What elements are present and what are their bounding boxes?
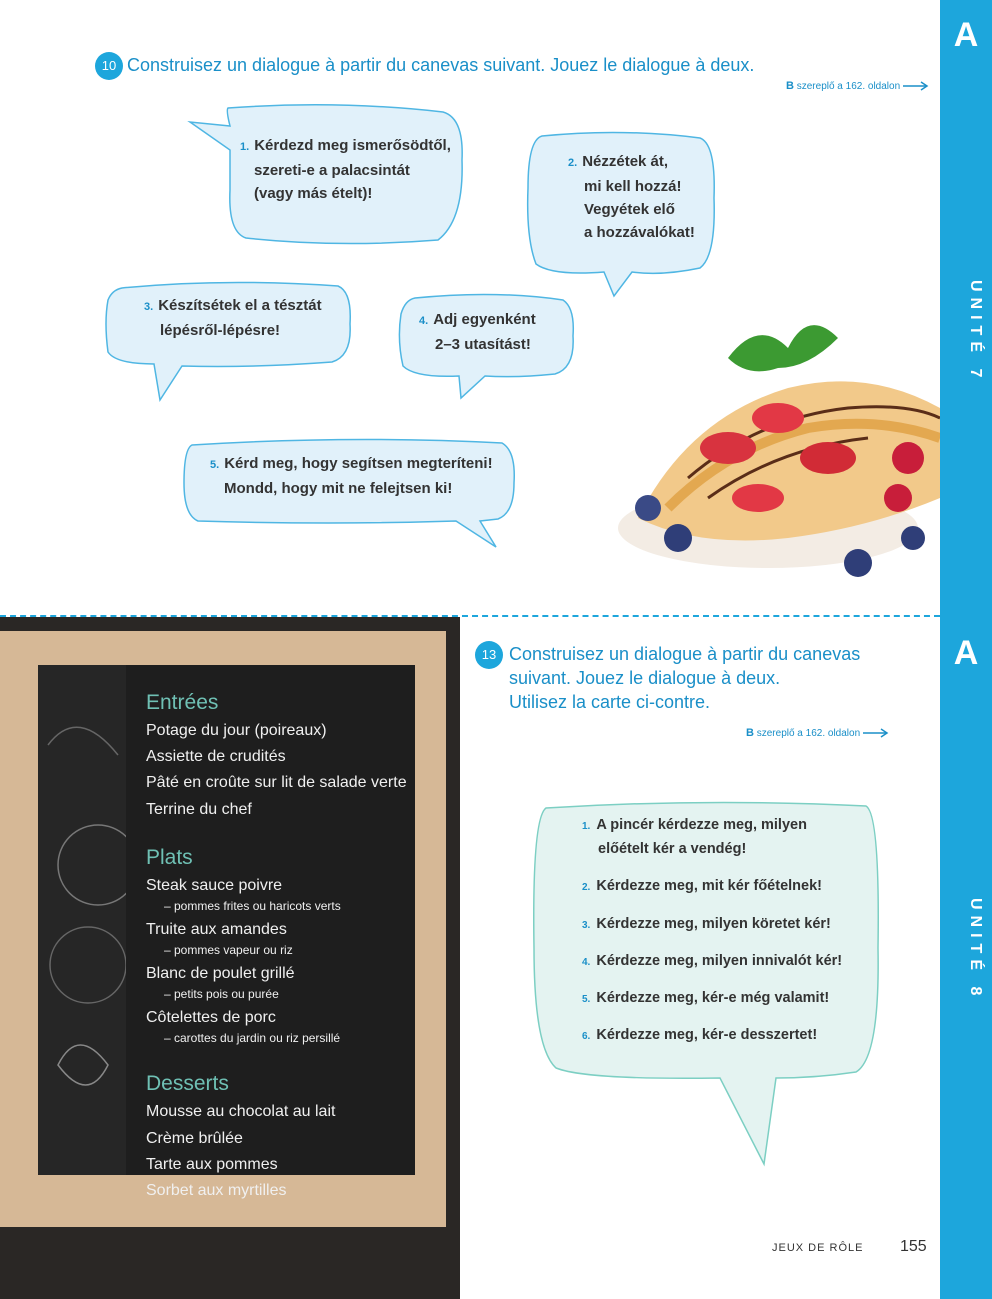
menu-item: Steak sauce poivre xyxy=(146,877,283,894)
speech-bubble-task-13 xyxy=(526,798,884,1168)
bubble-1-line-1: Kérdezd meg ismerősödtől, xyxy=(254,137,451,154)
bubble-3-number: 3. xyxy=(144,301,154,313)
item-6-number: 6. xyxy=(582,1031,591,1042)
bubble-3-line-1: Készítsétek el a tésztát xyxy=(158,297,322,314)
bubble-2-line-4: a hozzávalókat! xyxy=(584,224,695,241)
menu-item: Tarte aux pommes xyxy=(146,1156,278,1173)
bubble-5-number: 5. xyxy=(210,459,220,471)
menu-side-dish: – petits pois ou purée xyxy=(164,987,279,1001)
task-10-reference[interactable] xyxy=(786,80,929,92)
bubble-1-number: 1. xyxy=(240,141,250,153)
speech-bubble-3 xyxy=(102,272,352,402)
task-13-title-line-1: Construisez un dialogue à partir du canevas xyxy=(509,644,861,664)
sidebar-unit-8: UNITÉ 8 xyxy=(967,898,984,1002)
item-4-number: 4. xyxy=(582,957,591,968)
bubble-4-line-1: Adj egyenként xyxy=(433,311,536,328)
food-sketch-illustration xyxy=(38,665,126,1175)
ref-text: szereplő a 162. oldalon xyxy=(796,81,901,92)
sidebar-unit-7: UNITÉ 7 xyxy=(967,280,984,384)
ref-text: szereplő a 162. oldalon xyxy=(756,728,861,739)
menu-item: Potage du jour (poireaux) xyxy=(146,722,327,739)
menu-item: Blanc de poulet grillé xyxy=(146,965,295,982)
menu-item: Assiette de crudités xyxy=(146,748,286,765)
item-6-line-1: Kérdezze meg, kér-e desszertet! xyxy=(596,1027,818,1043)
bubble-2-line-2: mi kell hozzá! xyxy=(584,178,682,195)
menu-item: Pâté en croûte sur lit de salade verte xyxy=(146,774,407,791)
page-number: 155 xyxy=(900,1238,927,1255)
menu-item: Mousse au chocolat au lait xyxy=(146,1103,336,1120)
arrow-right-icon xyxy=(903,81,929,91)
menu-item: Côtelettes de porc xyxy=(146,1009,276,1026)
crepes-illustration xyxy=(608,298,940,608)
item-4-line-1: Kérdezze meg, milyen innivalót kér! xyxy=(596,953,843,969)
item-5-line-1: Kérdezze meg, kér-e még valamit! xyxy=(596,990,830,1006)
task-10-title: Construisez un dialogue à partir du canevas suivant. Jouez le dialogue à deux. xyxy=(127,55,755,75)
task-10-number: 10 xyxy=(95,52,123,80)
menu-item: Crème brûlée xyxy=(146,1130,243,1147)
speech-bubble-2 xyxy=(522,128,718,298)
ref-letter: B xyxy=(746,727,754,739)
menu-item: Truite aux amandes xyxy=(146,921,287,938)
bubble-2-line-3: Vegyétek elő xyxy=(584,201,675,218)
arrow-right-icon xyxy=(863,728,889,738)
bubble-3-line-2: lépésről-lépésre! xyxy=(160,322,281,339)
bubble-2-line-1: Nézzétek át, xyxy=(582,153,669,170)
bubble-4-line-2: 2–3 utasítást! xyxy=(435,336,531,353)
menu-item: Terrine du chef xyxy=(146,801,252,818)
bubble-2-number: 2. xyxy=(568,157,578,169)
item-1-number: 1. xyxy=(582,821,591,832)
item-1-line-1: A pincér kérdezze meg, milyen xyxy=(596,817,807,833)
menu-section-entrees: Entrées xyxy=(146,691,219,714)
bubble-1-line-2: szereti-e a palacsintát xyxy=(254,162,410,179)
task-13-title xyxy=(509,642,860,714)
bubble-4-number: 4. xyxy=(419,315,429,327)
menu-section-desserts: Desserts xyxy=(146,1072,229,1095)
crepes-photo xyxy=(608,298,940,608)
item-1-line-2: előételt kér a vendég! xyxy=(598,841,747,857)
unit-sidebar xyxy=(940,0,992,1299)
footer-section-label: JEUX DE RÔLE xyxy=(772,1242,864,1254)
chalkboard-menu-photo xyxy=(0,617,460,1299)
item-5-number: 5. xyxy=(582,994,591,1005)
sidebar-letter-a: A xyxy=(953,16,979,54)
speech-bubble-4 xyxy=(395,290,577,400)
menu-side-dish: – pommes frites ou haricots verts xyxy=(164,899,341,913)
item-2-number: 2. xyxy=(582,882,591,893)
item-3-line-1: Kérdezze meg, milyen köretet kér! xyxy=(596,916,831,932)
bubble-1-line-3: (vagy más ételt)! xyxy=(254,185,373,202)
menu-item: Sorbet aux myrtilles xyxy=(146,1182,287,1199)
bubble-5-line-2: Mondd, hogy mit ne felejtsen ki! xyxy=(224,480,453,497)
task-13-title-line-3: Utilisez la carte ci-contre. xyxy=(509,692,711,712)
task-13-title-line-2: suivant. Jouez le dialogue à deux. xyxy=(509,668,781,688)
ref-letter: B xyxy=(786,80,794,92)
menu-side-dish: – pommes vapeur ou riz xyxy=(164,943,293,957)
menu-side-dish: – carottes du jardin ou riz persillé xyxy=(164,1031,341,1045)
sidebar-letter-a-2: A xyxy=(953,634,979,672)
item-3-number: 3. xyxy=(582,920,591,931)
speech-bubble-5 xyxy=(180,435,520,550)
speech-bubble-1 xyxy=(188,100,468,250)
menu-section-plats: Plats xyxy=(146,846,193,869)
menu-content xyxy=(146,617,446,1299)
task-13-reference[interactable] xyxy=(746,727,889,739)
task-13-number: 13 xyxy=(475,641,503,669)
chalk-drawing xyxy=(38,665,126,1175)
item-2-line-1: Kérdezze meg, mit kér főételnek! xyxy=(596,878,822,894)
bubble-5-line-1: Kérd meg, hogy segítsen megteríteni! xyxy=(224,455,493,472)
